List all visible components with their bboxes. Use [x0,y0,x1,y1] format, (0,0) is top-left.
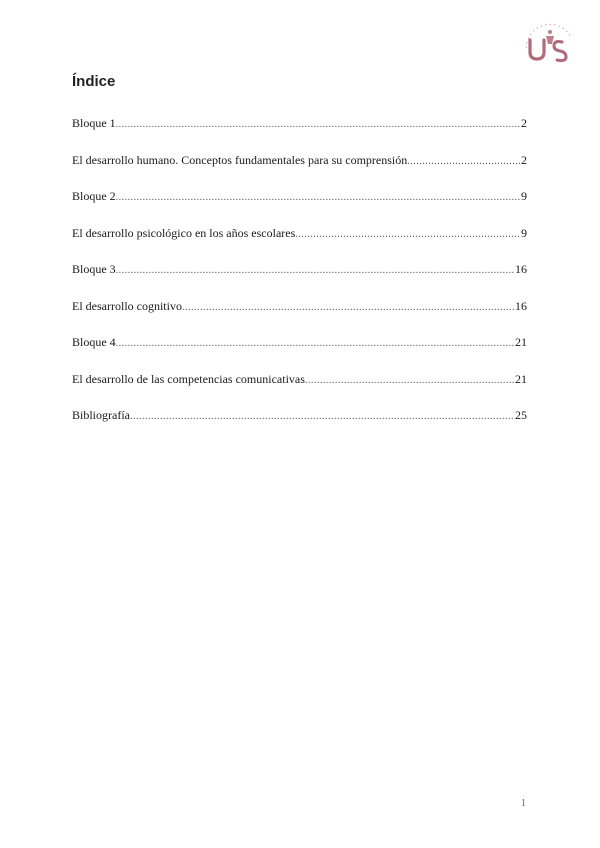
dot-leader [305,373,515,389]
toc-entry-page: 2 [521,116,527,130]
dot-leader [116,190,521,206]
dot-leader [295,227,521,243]
toc-entry-bloque-2[interactable] [72,188,527,225]
toc-entry-page: 21 [515,371,527,386]
toc-entry-page: 2 [521,152,527,167]
index-title: Índice [72,73,116,90]
dot-leader [407,154,521,170]
dot-leader [116,117,521,133]
toc-entry-label: El desarrollo cognitivo [72,298,182,313]
toc-entry-competencias-comunicativas[interactable] [72,371,527,408]
dot-leader [116,336,515,352]
toc-entry-label: Bloque 4 [72,335,116,349]
toc-entry-label: El desarrollo de las competencias comunicativas [72,371,305,386]
toc-entry-label: Bibliografía [72,408,130,422]
toc-entry-page: 9 [521,225,527,240]
page-number: 1 [521,798,526,809]
dot-leader [116,263,515,279]
dot-leader [182,300,515,316]
toc-entry-label: Bloque 1 [72,116,116,130]
university-logo-icon [520,18,580,66]
toc-entry-page: 9 [521,189,527,203]
toc-entry-page: 25 [515,408,527,422]
toc-entry-label: Bloque 2 [72,189,116,203]
toc-entry-desarrollo-cognitivo[interactable] [72,298,527,335]
toc-entry-page: 21 [515,335,527,349]
dot-leader [130,409,515,425]
toc-entry-bloque-1[interactable] [72,115,527,152]
toc-entry-bloque-3[interactable] [72,261,527,298]
toc-entry-desarrollo-humano[interactable] [72,152,527,189]
toc-entry-page: 16 [515,262,527,276]
table-of-contents [72,115,527,444]
toc-entry-label: El desarrollo humano. Conceptos fundamentales para su comprensión [72,152,408,167]
toc-entry-bibliografia[interactable] [72,407,527,444]
svg-text:• • • • • • • • • • • • • •: • • • • • • • • • • • • • • [524,22,572,49]
toc-entry-label: El desarrollo psicológico en los años escolares [72,225,296,240]
toc-entry-page: 16 [515,298,527,313]
toc-entry-desarrollo-psicologico[interactable] [72,225,527,262]
toc-entry-bloque-4[interactable] [72,334,527,371]
toc-entry-label: Bloque 3 [72,262,116,276]
